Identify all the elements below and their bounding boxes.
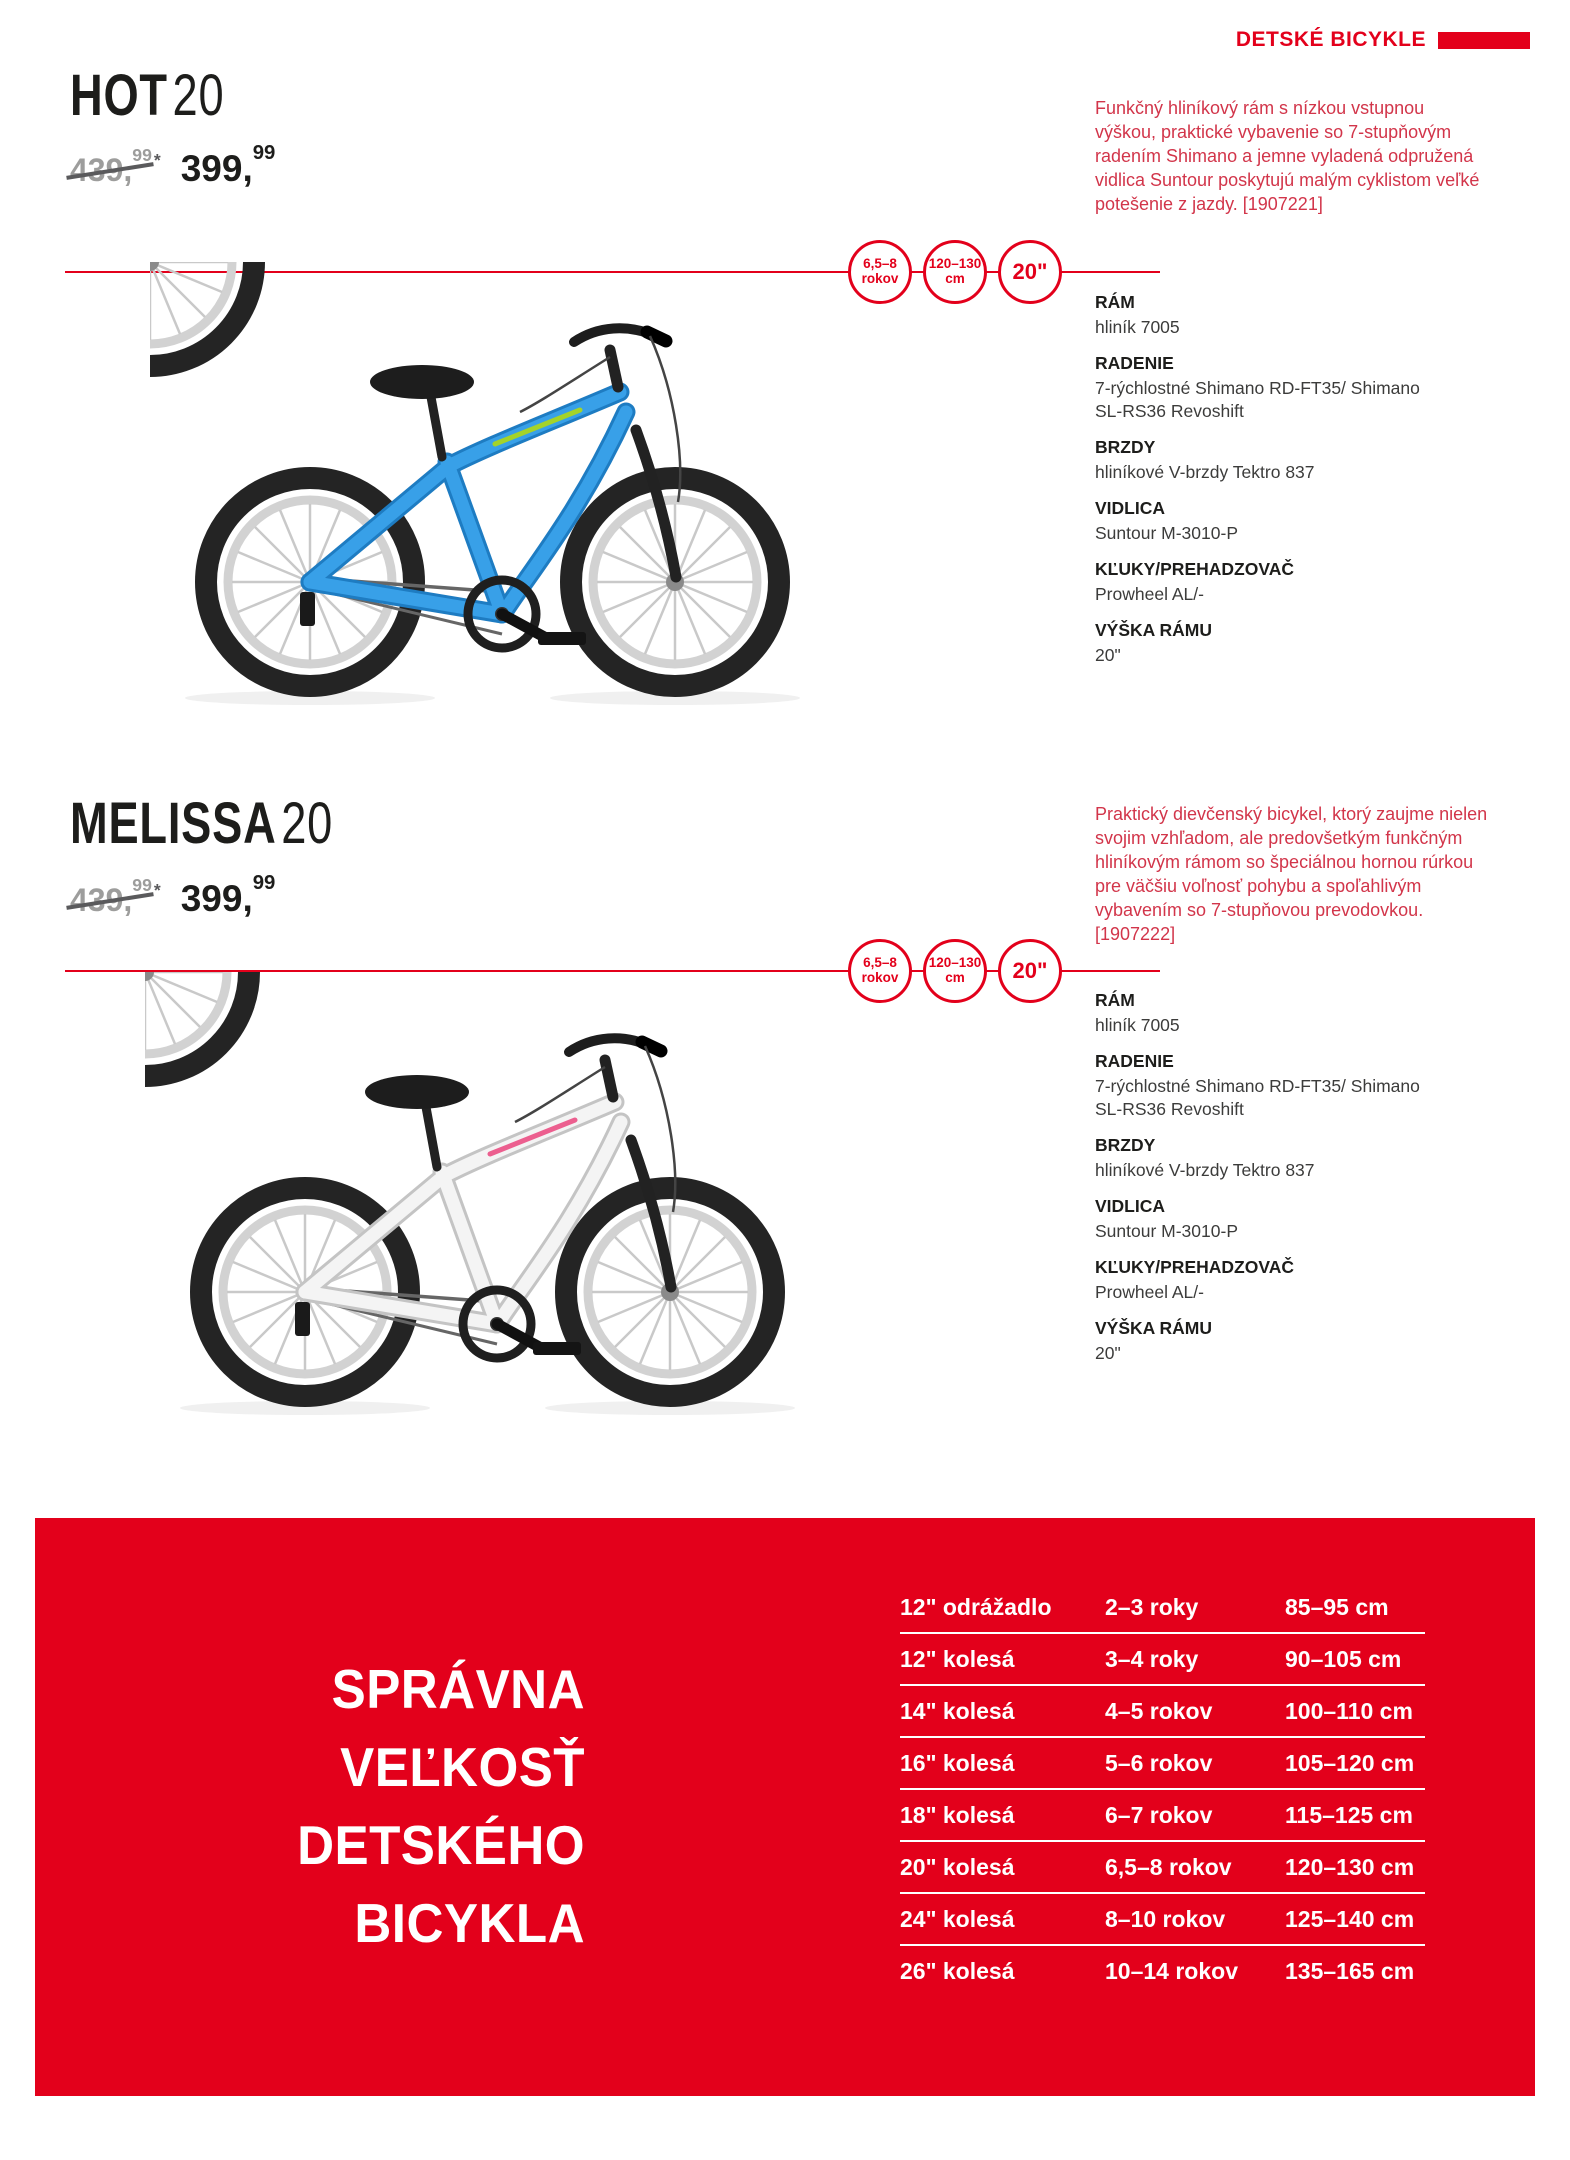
height-cell: 85–95 cm	[1285, 1593, 1389, 1620]
spec-label: BRZDY	[1095, 437, 1156, 457]
product-prices	[70, 871, 276, 920]
table-row	[900, 1790, 1425, 1842]
spec-label: VÝŠKA RÁMU	[1095, 1318, 1212, 1338]
age-badge: 6,5–8 rokov	[848, 240, 912, 304]
age-cell: 4–5 rokov	[1105, 1697, 1213, 1724]
age-cell: 5–6 rokov	[1105, 1749, 1213, 1776]
age-cell: 8–10 rokov	[1105, 1905, 1226, 1932]
spec-value: 20"	[1095, 1343, 1121, 1363]
spec-value: hliníkové V-brzdy Tektro 837	[1095, 462, 1315, 482]
category-label: DETSKÉ BICYKLE	[1235, 28, 1426, 51]
wheel-size-cell: 16" kolesá	[900, 1749, 1015, 1776]
height-cell: 105–120 cm	[1285, 1749, 1415, 1776]
spec-item	[1095, 1318, 1425, 1365]
header-accent-bar	[1438, 32, 1530, 49]
spec-value: Prowheel AL/-	[1095, 1282, 1204, 1302]
table-row	[900, 1894, 1425, 1946]
height-cell: 115–125 cm	[1285, 1801, 1413, 1828]
spec-item	[1095, 1257, 1425, 1304]
product-title: MELISSA20	[70, 791, 334, 856]
height-cell: 120–130 cm	[1285, 1853, 1415, 1880]
size-guide-panel	[35, 1518, 1535, 2096]
spec-label: VIDLICA	[1095, 498, 1165, 518]
spec-value: Prowheel AL/-	[1095, 584, 1204, 604]
spec-value: hliníkové V-brzdy Tektro 837	[1095, 1160, 1315, 1180]
spec-label: RADENIE	[1095, 1051, 1174, 1071]
age-cell: 6,5–8 rokov	[1105, 1853, 1232, 1880]
wheel-size-cell: 12" kolesá	[900, 1645, 1015, 1672]
spec-list	[1095, 292, 1425, 681]
age-cell: 6–7 rokov	[1105, 1801, 1213, 1828]
spec-item	[1095, 353, 1425, 423]
spec-value: hliník 7005	[1095, 1015, 1180, 1035]
product-description: Funkčný hliníkový rám s nízkou vstupnou výškou, praktické vybavenie so 7-stupňovým radením Shimano a jemne vyladená odpružená vidlica Suntour poskytujú malým cyklistom veľké potešenie z jazdy. [1907221]	[1095, 98, 1480, 214]
table-row	[900, 1634, 1425, 1686]
bike-illustration-hot	[150, 262, 810, 707]
wheel-size-badge: 20"	[998, 939, 1062, 1003]
age-cell: 2–3 roky	[1105, 1593, 1199, 1620]
spec-label: VIDLICA	[1095, 1196, 1165, 1216]
spec-item	[1095, 1196, 1425, 1243]
age-cell: 10–14 rokov	[1105, 1957, 1238, 1984]
spec-label: KĽUKY/PREHADZOVAČ	[1095, 559, 1294, 579]
product-price-old: 439,99 *	[70, 145, 161, 188]
age-badge: 6,5–8 rokov	[848, 939, 912, 1003]
bike-illustration-melissa	[145, 972, 805, 1417]
wheel-size-cell: 26" kolesá	[900, 1957, 1015, 1984]
wheel-icon	[150, 262, 254, 366]
age-cell: 3–4 roky	[1105, 1645, 1199, 1672]
product-price-old: 439,99 *	[70, 875, 161, 918]
height-cell: 90–105 cm	[1285, 1645, 1402, 1672]
height-cell: 125–140 cm	[1285, 1905, 1415, 1932]
spec-label: VÝŠKA RÁMU	[1095, 620, 1212, 640]
spec-label: KĽUKY/PREHADZOVAČ	[1095, 1257, 1294, 1277]
spec-item	[1095, 990, 1425, 1037]
spec-item	[1095, 559, 1425, 606]
wheel-icon	[145, 972, 249, 1076]
spec-label: RÁM	[1095, 292, 1135, 312]
wheel-size-cell: 24" kolesá	[900, 1905, 1015, 1932]
height-cell: 100–110 cm	[1285, 1697, 1413, 1724]
height-range-badge: 120–130 cm	[923, 939, 987, 1003]
spec-item	[1095, 1135, 1425, 1182]
spec-list	[1095, 990, 1425, 1379]
spec-item	[1095, 1051, 1425, 1121]
wheel-size-cell: 14" kolesá	[900, 1697, 1015, 1724]
table-row	[900, 1686, 1425, 1738]
spec-value: hliník 7005	[1095, 317, 1180, 337]
table-row	[900, 1582, 1425, 1634]
table-row	[900, 1946, 1425, 1996]
spec-value: 7-rýchlostné Shimano RD-FT35/ Shimano SL-RS36 Revoshift	[1095, 378, 1420, 421]
height-range-badge: 120–130 cm	[923, 240, 987, 304]
spec-label: BRZDY	[1095, 1135, 1156, 1155]
product-description: Praktický dievčenský bicykel, ktorý zaujme nielen svojim vzhľadom, ale predovšetkým funkčným hliníkovým rámom so špeciálnou hornou rúrkou pre väčšiu voľnosť pohybu a spoľahlivým vybavením so 7-stupňovou prevodovkou. [1907222]	[1095, 804, 1488, 944]
spec-value: 20"	[1095, 645, 1121, 665]
size-guide-title: SPRÁVNA VEĽKOSŤ DETSKÉHO BICYKLA	[297, 1658, 585, 1954]
spec-item	[1095, 292, 1425, 339]
product-title: HOT20	[70, 63, 225, 128]
wheel-size-badge: 20"	[998, 240, 1062, 304]
table-row	[900, 1738, 1425, 1790]
wheel-size-cell: 18" kolesá	[900, 1801, 1015, 1828]
wheel-size-cell: 20" kolesá	[900, 1853, 1015, 1880]
product-prices	[70, 141, 276, 190]
product-price-current: 399,99	[180, 871, 276, 919]
spec-item	[1095, 498, 1425, 545]
wheel-size-cell: 12" odrážadlo	[900, 1593, 1052, 1620]
spec-item	[1095, 620, 1425, 667]
size-guide-table	[900, 1582, 1425, 1996]
spec-value: Suntour M-3010-P	[1095, 1221, 1238, 1241]
spec-label: RADENIE	[1095, 353, 1174, 373]
spec-value: 7-rýchlostné Shimano RD-FT35/ Shimano SL-RS36 Revoshift	[1095, 1076, 1420, 1119]
table-row	[900, 1842, 1425, 1894]
spec-label: RÁM	[1095, 990, 1135, 1010]
page-header	[1236, 28, 1530, 52]
spec-value: Suntour M-3010-P	[1095, 523, 1238, 543]
spec-item	[1095, 437, 1425, 484]
product-price-current: 399,99	[180, 141, 276, 189]
height-cell: 135–165 cm	[1285, 1957, 1415, 1984]
